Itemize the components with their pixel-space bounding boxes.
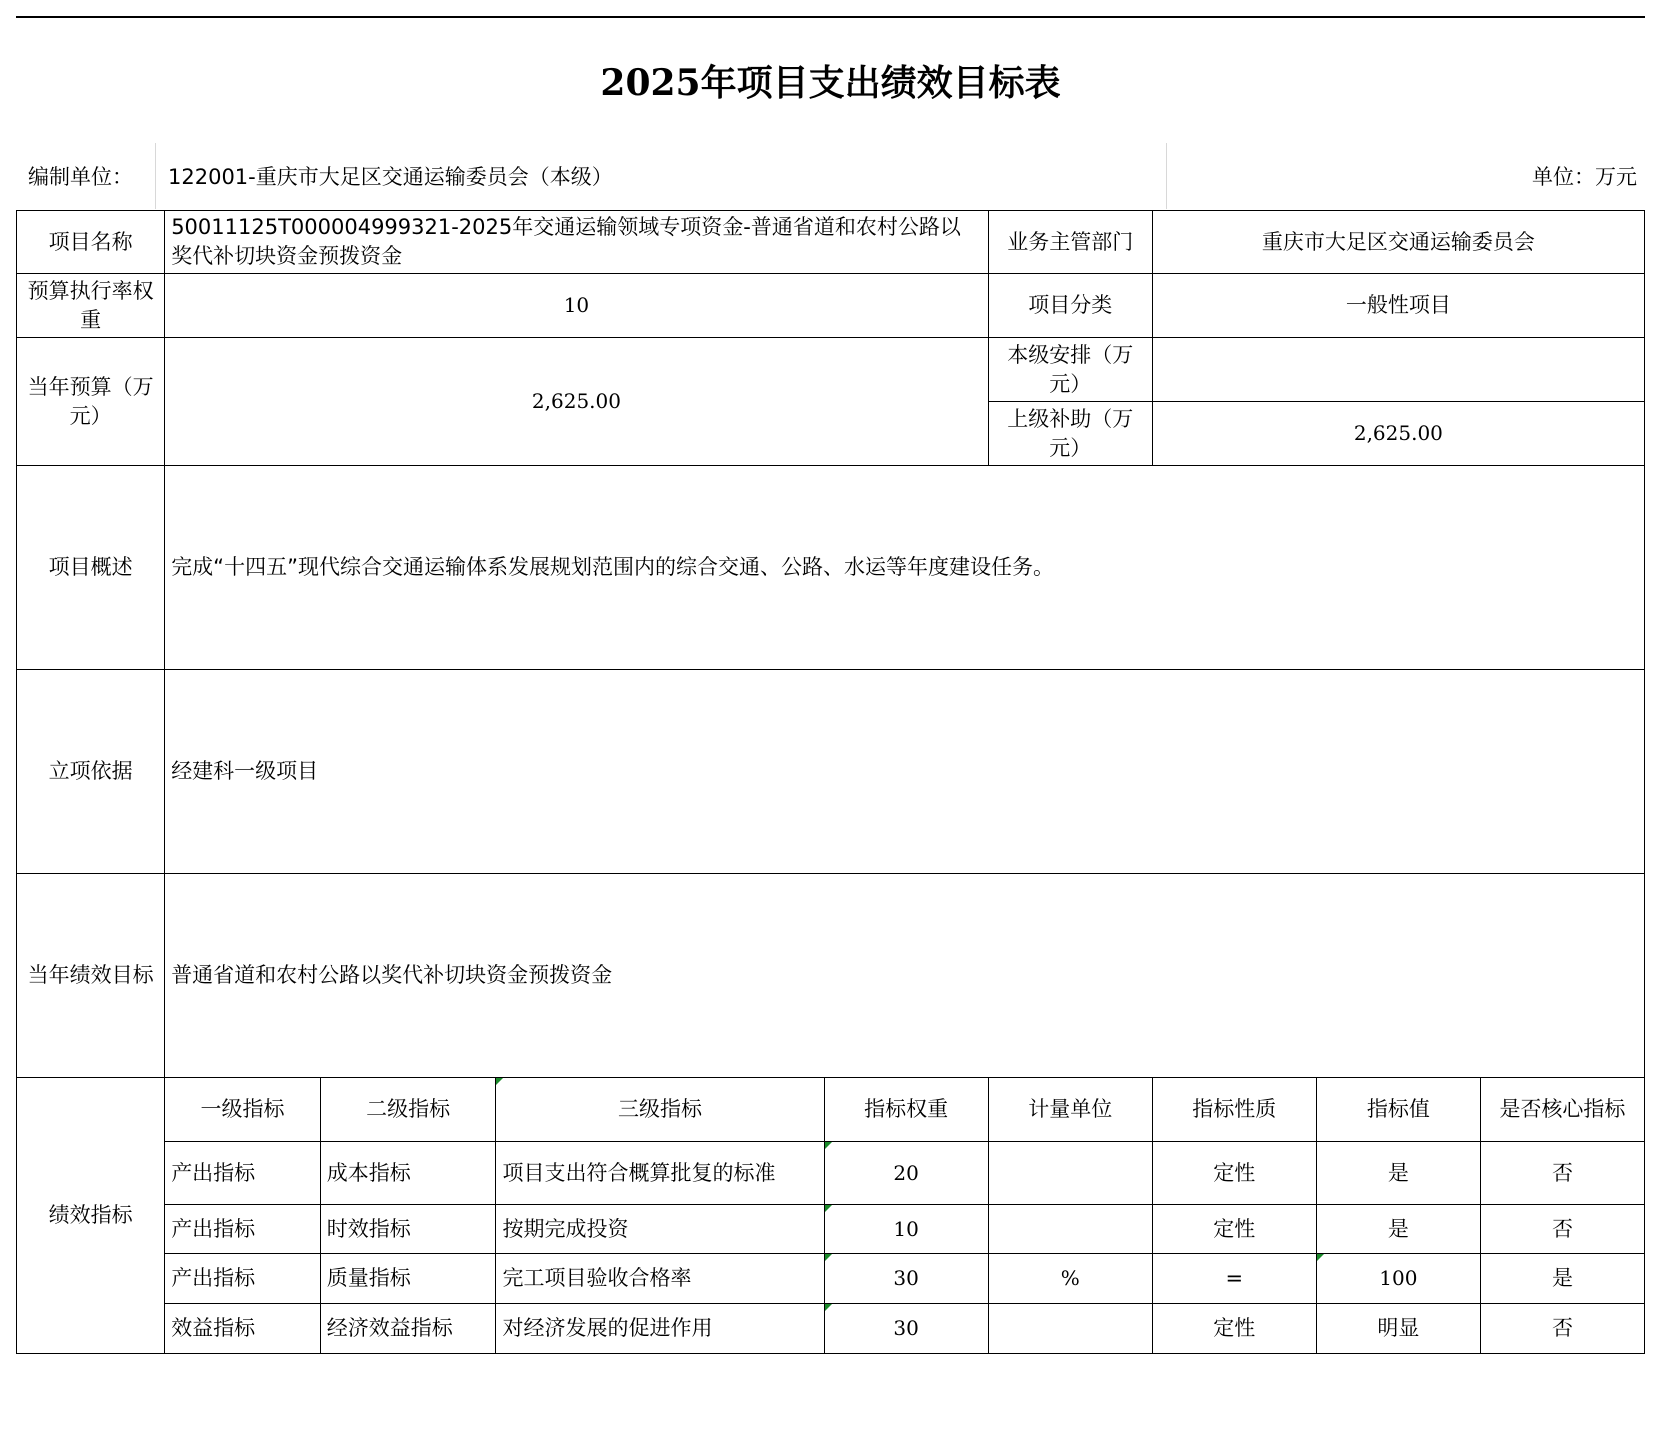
subsidy-label: 上级补助（万元） [988,402,1152,466]
cell-level1: 产出指标 [165,1205,321,1254]
cell-weight: 30 [824,1304,988,1354]
divider [155,143,156,209]
rate-weight-value: 10 [165,274,989,338]
cell-level1: 产出指标 [165,1142,321,1205]
cell-unit [988,1142,1152,1205]
subsidy-value: 2,625.00 [1152,402,1644,466]
cell-value: 是 [1316,1142,1480,1205]
table-row [17,1254,1645,1304]
header-unit: 计量单位 [988,1078,1152,1142]
goal-label: 当年绩效目标 [17,874,165,1078]
local-value [1152,338,1644,402]
budget-value: 2,625.00 [165,338,989,466]
header-level3: 三级指标 [496,1078,824,1142]
cell-core: 否 [1480,1304,1644,1354]
header-core: 是否核心指标 [1480,1078,1644,1142]
cell-level3: 对经济发展的促进作用 [496,1304,824,1354]
table-row [17,1205,1645,1254]
cell-weight: 30 [824,1254,988,1304]
header-level2: 二级指标 [320,1078,496,1142]
cell-nature: 定性 [1152,1142,1316,1205]
header-value: 指标值 [1316,1078,1480,1142]
cell-level3: 完工项目验收合格率 [496,1254,824,1304]
performance-target-sheet [16,16,1645,1422]
goal-value: 普通省道和农村公路以奖代补切块资金预拨资金 [165,874,1645,1078]
dept-value: 重庆市大足区交通运输委员会 [1152,211,1644,274]
cell-level2: 经济效益指标 [320,1304,496,1354]
cell-nature: 定性 [1152,1304,1316,1354]
cell-unit: % [988,1254,1152,1304]
org-label: 编制单位： [28,165,133,189]
cell-level1: 效益指标 [165,1304,321,1354]
cell-level2: 质量指标 [320,1254,496,1304]
cell-level3: 项目支出符合概算批复的标准 [496,1142,824,1205]
local-label: 本级安排（万元） [988,338,1152,402]
dept-label: 业务主管部门 [988,211,1152,274]
cell-value: 是 [1316,1205,1480,1254]
project-name-value: 50011125T000004999321-2025年交通运输领域专项资金-普通省道和农村公路以奖代补切块资金预拨资金 [165,211,989,274]
header-level1: 一级指标 [165,1078,321,1142]
target-table [16,210,1645,1354]
cell-nature: = [1152,1254,1316,1304]
cell-weight: 20 [824,1142,988,1205]
overview-value: 完成“十四五”现代综合交通运输体系发展规划范围内的综合交通、公路、水运等年度建设任务。 [165,466,1645,670]
table-row [17,1304,1645,1354]
overview-label: 项目概述 [17,466,165,670]
rate-weight-label: 预算执行率权重 [17,274,165,338]
category-value: 一般性项目 [1152,274,1644,338]
table-row [17,1142,1645,1205]
cell-value: 明显 [1316,1304,1480,1354]
category-label: 项目分类 [988,274,1152,338]
cell-level2: 时效指标 [320,1205,496,1254]
cell-value: 100 [1316,1254,1480,1304]
cell-unit [988,1205,1152,1254]
cell-nature: 定性 [1152,1205,1316,1254]
budget-label: 当年预算（万元） [17,338,165,466]
cell-core: 否 [1480,1205,1644,1254]
unit-label: 单位：万元 [1532,165,1637,189]
header-weight: 指标权重 [824,1078,988,1142]
cell-level2: 成本指标 [320,1142,496,1205]
divider [1166,143,1167,209]
cell-core: 否 [1480,1142,1644,1205]
basis-value: 经建科一级项目 [165,670,1645,874]
org-value: 122001-重庆市大足区交通运输委员会（本级） [168,165,613,189]
page-title: 2025年项目支出绩效目标表 [600,62,1061,104]
basis-label: 立项依据 [17,670,165,874]
cell-level3: 按期完成投资 [496,1205,824,1254]
cell-level1: 产出指标 [165,1254,321,1304]
project-name-label: 项目名称 [17,211,165,274]
header-nature: 指标性质 [1152,1078,1316,1142]
org-row [16,143,1645,209]
indicators-label: 绩效指标 [17,1078,165,1354]
cell-unit [988,1304,1152,1354]
cell-weight: 10 [824,1205,988,1254]
cell-core: 是 [1480,1254,1644,1304]
